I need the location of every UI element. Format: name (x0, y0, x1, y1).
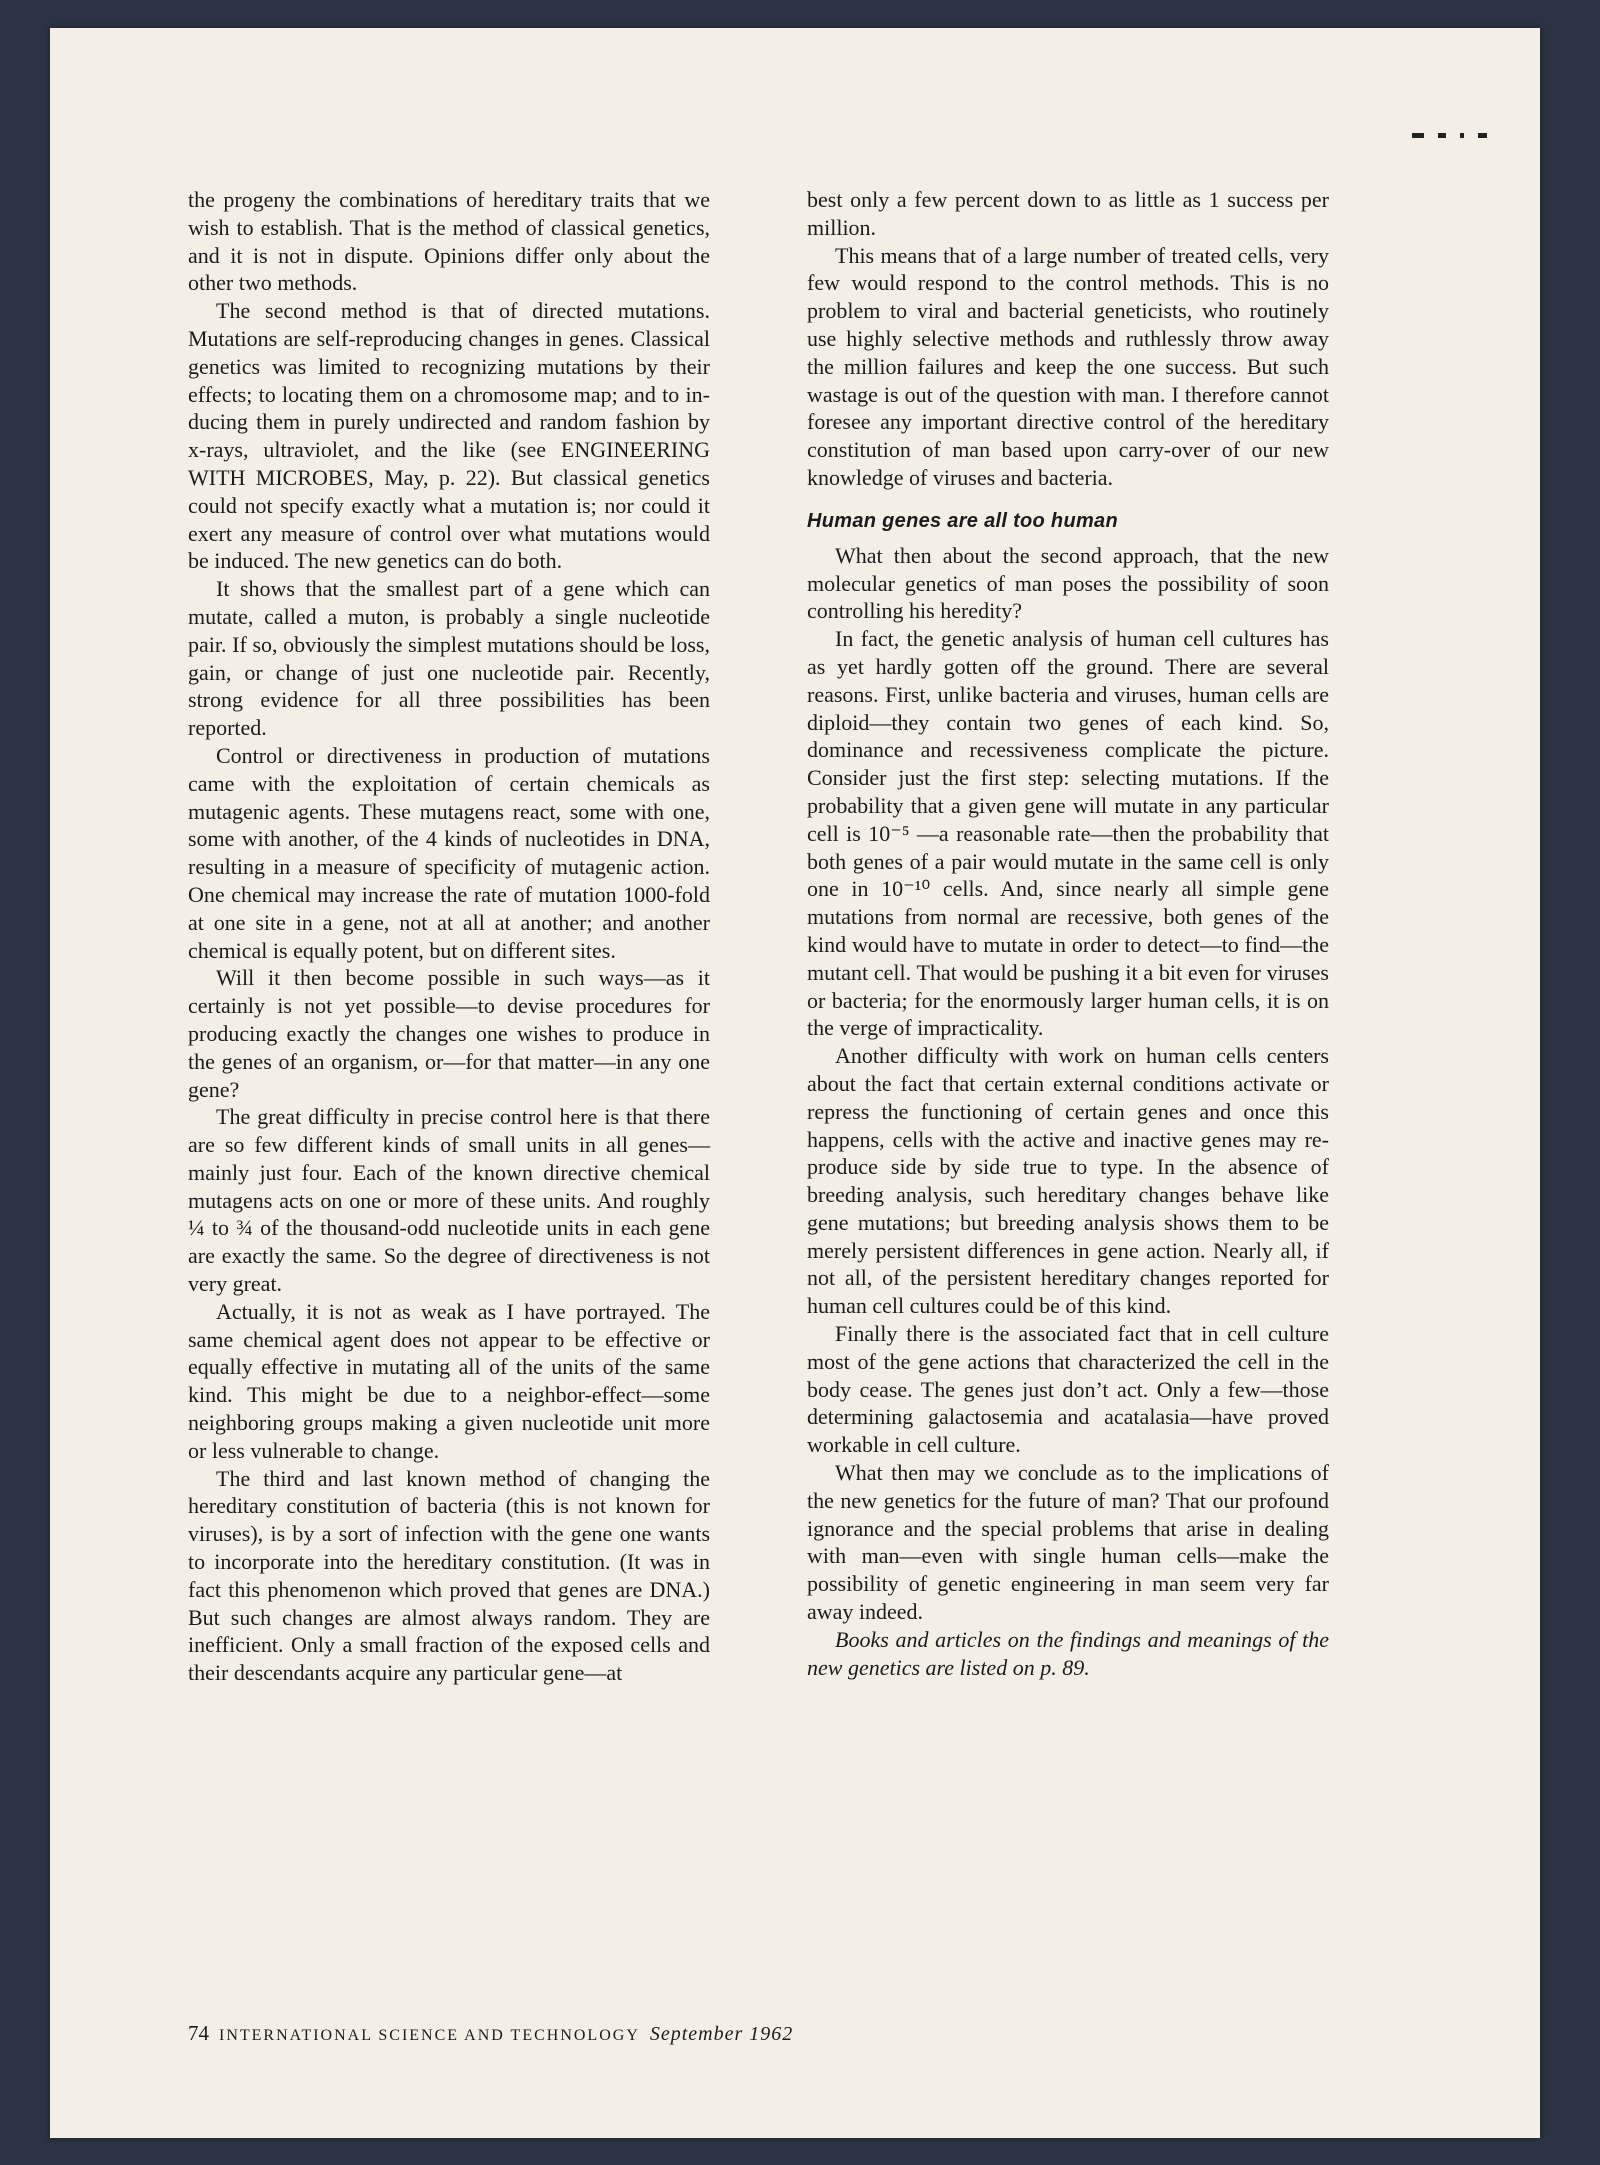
issue-date: September 1962 (649, 2023, 794, 2045)
page-number: 74 (188, 2021, 209, 2045)
printer-registration-marks (1412, 133, 1487, 138)
paragraph: What then may we conclude as to the implications of the new genetics for the future of man? That our profound ignorance and the special problems that arise in dealing with man—even with single human cells—make the possibility of genetic engineering in man seem very far away indeed. (807, 1460, 1329, 1625)
magazine-page (50, 28, 1540, 2138)
paragraph: the progeny the combinations of hereditary traits that we wish to establish. That is the method of classical genetics, and it is not in dispute. Opinions differ only about the other two methods. (188, 187, 710, 296)
paragraph: Another difficulty with work on human cells centers about the fact that certain external conditions activate or repress the functioning of certain genes and once this happens, cells with the active and inactive genes may reproduce side by side true to type. In the absence of breeding analysis, such hereditary changes behave like gene mutations; but breeding analysis shows them to be merely persistent differences in gene action. Nearly all, if not all, of the persistent hereditary changes reported for human cell cultures could be of this kind. (807, 1043, 1329, 1319)
paragraph: In fact, the genetic analysis of human cell cultures has as yet hardly gotten off the ground. There are several reasons. First, unlike bacteria and viruses, human cells are diploid—they contain two genes of each kind. So, dominance and recessiveness complicate the picture. Consider just the first step: selecting mutations. If the probability that a given gene will mutate in any particular cell is 10⁻⁵ —a reasonable rate—then the probability that both genes of a pair would mutate in the same cell is only one in 10⁻¹⁰ cells. And, since nearly all simple gene mutations from normal are recessive, both genes of the kind would have to mutate in order to detect—to find—the mutant cell. That would be pushing it a bit even for viruses or bacteria; for the enormously larger human cells, it is on the verge of impracticality. (807, 626, 1329, 1041)
paragraph: Control or directiveness in production of mutations came with the exploitation of certain chemicals as mutagenic agents. These mutagens react, some with one, some with another, of the 4 kinds of nucleotides in DNA, resulting in a measure of specificity of mutagenic action. One chemical may increase the rate of mutation 1000-fold at one site in a gene, not at all at another; and another chemical is equally potent, but on different sites. (188, 742, 710, 963)
page-footer (188, 2021, 793, 2046)
paragraph: best only a few percent down to as little as 1 success per million. (807, 187, 1329, 240)
paragraph: It shows that the smallest part of a gene which can mutate, called a muton, is probably a single nucleotide pair. If so, obviously the simplest mutations should be loss, gain, or change of just one nucleotide pair. Recently, strong evidence for all three possibilities has been reported. (188, 576, 710, 741)
paragraph: What then about the second approach, that the new molecular genetics of man poses the possibility of soon controlling his heredity? (807, 542, 1329, 624)
section-heading: Human genes are all too human (807, 509, 1118, 532)
left-text-column (188, 186, 710, 1687)
paragraph: The second method is that of directed mutations. Mutations are self-reproducing changes in genes. Classical genetics was limited to recognizing mutations by their effects; to locating them on a chromosome map; and to inducing them in purely undirected and random fashion by x-rays, ultraviolet, and the like (see ENGINEERING WITH MICROBES, May, p. 22). But classical genetics could not specify exactly what a mutation is; nor could it exert any measure of control over what mutations would be induced. The new genetics can do both. (188, 298, 710, 574)
paragraph: This means that of a large number of treated cells, very few would respond to the control methods. This is no problem to viral and bacterial geneticists, who routinely use highly selective methods and ruthlessly throw away the million failures and keep the one success. But such wastage is out of the question with man. I therefore cannot foresee any important directive control of the hereditary constitution of man based upon carry-over of our new knowledge of viruses and bacteria. (807, 242, 1329, 490)
paragraph: Finally there is the associated fact that in cell culture most of the gene actions that characterized the cell in the body cease. The genes just don’t act. Only a few—those determining galactosemia and acatalasia—have proved workable in cell culture. (807, 1321, 1329, 1458)
paragraph: Actually, it is not as weak as I have portrayed. The same chemical agent does not appear to be effective or equally effective in mutating all of the units of the same kind. This might be due to a neighbor-effect—some neighboring groups making a given nucleotide unit more or less vulnerable to change. (188, 1298, 710, 1463)
right-text-column (807, 186, 1329, 1681)
paragraph: The great difficulty in precise control here is that there are so few different kinds of small units in all genes—mainly just four. Each of the known directive chemical mutagens acts on one or more of these units. And roughly ¼ to ¾ of the thousand-odd nucleotide units in each gene are exactly the same. So the degree of directiveness is not very great. (188, 1104, 710, 1297)
paragraph: The third and last known method of changing the hereditary constitution of bacteria (this is not known for viruses), is by a sort of infection with the gene one wants to incorporate into the hereditary constitution. (It was in fact this phenomenon which proved that genes are DNA.) But such changes are almost always random. They are inefficient. Only a small fraction of the exposed cells and their descendants acquire any particular gene—at (188, 1465, 710, 1686)
paragraph: Will it then become possible in such ways—as it certainly is not yet possible—to devise procedures for producing exactly the changes one wishes to produce in the genes of an organism, or—for that matter—in any one gene? (188, 965, 710, 1102)
further-reading-note: Books and articles on the findings and meanings of the new genetics are listed on p. 89. (807, 1626, 1329, 1680)
publication-name: INTERNATIONAL SCIENCE AND TECHNOLOGY (219, 2027, 640, 2044)
